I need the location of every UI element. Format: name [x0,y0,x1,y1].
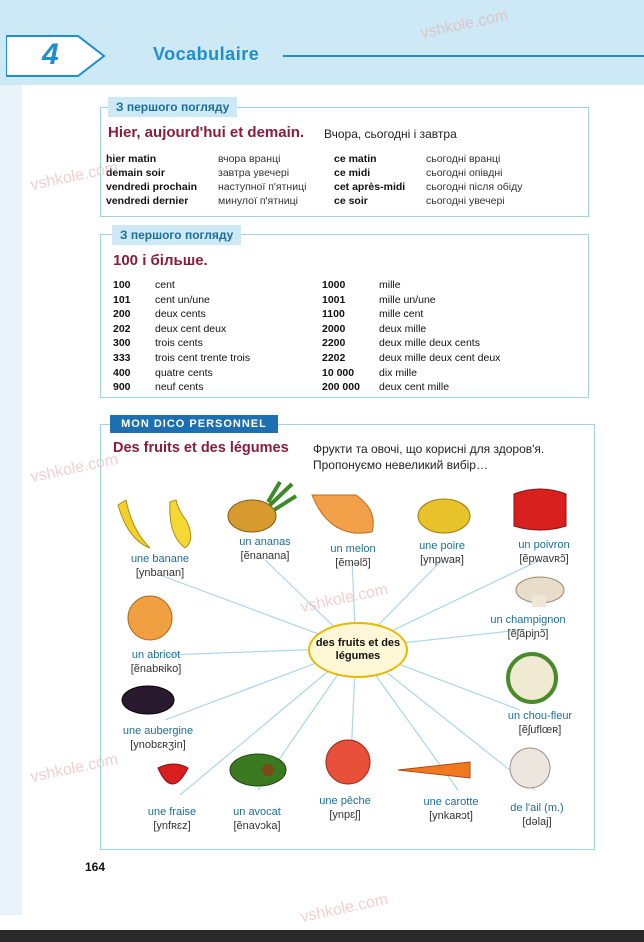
box1-cell: сьогодні після обіду [426,181,523,193]
box1-cell: сьогодні опівдні [426,167,503,179]
box2-cell: 1001 [322,293,346,306]
watermark: vshkole.com [29,158,120,195]
mushroom-icon [516,577,564,607]
box2-cell: deux mille deux cent deux [379,352,501,364]
dico-ipa: [dəlaj] [522,816,552,828]
pear-icon [418,499,470,533]
box1-subheading: Вчора, сьогодні і завтра [324,127,457,141]
dico-ipa: [ynpwaʀ] [420,554,464,566]
dico-ipa: [ynbanan] [135,567,185,579]
box1-cell: минулої п'ятниці [218,195,299,207]
dico-word: une poire [419,540,465,552]
aubergine-icon [122,686,174,714]
box2-cell: trois cent trente trois [155,352,251,364]
box2-cell: cent un/une [155,293,210,306]
dico-title: Des fruits et des légumes [113,440,289,456]
cauliflower-icon [508,654,556,702]
box2-cell: deux cents [155,308,206,321]
box1-tag: З першого погляду [108,97,237,117]
watermark: vshkole.com [29,450,120,487]
dico-word: un poivron [518,539,570,551]
dico-ipa: [ẽnabʀiko] [130,663,182,675]
dico-ipa: [ẽʃuflœʀ] [518,724,562,736]
pineapple-icon [228,482,296,532]
box2-cell: deux mille deux cents [379,337,480,350]
box2-cell: deux mille [379,322,427,335]
apricot-icon [128,596,172,640]
box2-cell: 202 [113,322,131,335]
box1-cell: ce matin [334,153,377,165]
box2-cell: 900 [113,381,131,394]
watermark: vshkole.com [29,750,120,787]
banana-icon [118,500,191,548]
dico-ipa: [ẽʃãpiɲɔ̃] [507,628,549,640]
box2-cell: mille [379,279,401,291]
box1-cell: cet après-midi [334,181,406,193]
melon-icon [312,495,373,533]
box1-cell: vendredi prochain [106,181,198,193]
box1-cell: сьогодні увечері [426,195,505,207]
box2-cell: 2200 [322,337,346,350]
dico-word: une banane [130,553,190,565]
watermark: vshkole.com [299,890,390,927]
watermark: vshkole.com [299,580,390,617]
dico-ipa: [ynkaʀɔt] [429,810,473,822]
dico-ipa: [ynobɛʀʒin] [130,739,186,751]
dico-ipa: [ẽmәlɔ̃] [335,557,371,569]
box2-cell: 2202 [322,352,346,364]
box1-cell: demain soir [106,167,165,179]
box2-cell: 400 [113,366,131,379]
box1-cell: сьогодні вранці [426,153,501,165]
dico-ipa: [ẽpwavʀɔ̃] [519,553,569,565]
box2-cell: 1000 [322,279,346,291]
box2-heading: 100 і більше. [113,252,208,269]
dico-ipa: [ẽnavɔka] [233,820,281,832]
box1-cell: ce midi [334,167,371,179]
box2-cell: deux cent deux [155,322,227,335]
pepper-icon [514,489,566,530]
dico-ipa: [ynpɛʃ] [329,809,361,821]
dico-word: une pêche [319,795,371,807]
box1-cell: vendredi dernier [106,195,189,207]
box2-cell: trois cents [155,337,203,350]
box2-cell: cent [155,279,175,291]
box2-cell: 1100 [322,308,345,321]
carrot-icon [398,762,470,778]
box1-cell: ce soir [334,195,368,207]
box2-cell: 10 000 [322,366,355,379]
garlic-icon [510,748,550,788]
dico-word: un abricot [131,649,181,661]
box1-cell: наступної п'ятниці [218,181,307,193]
dico-word: une fraise [147,806,197,818]
watermark: vshkole.com [419,6,510,43]
box2-cell: 200 [113,308,131,321]
box2-cell: 101 [113,293,131,306]
dico-word: de l'ail (m.) [510,802,564,814]
dico-tag: MON DICO PERSONNEL [110,415,278,433]
dico-word: un avocat [233,806,281,818]
dico-word: un melon [330,543,376,555]
center-oval: des fruits et des légumes [308,622,408,678]
dico-word: une aubergine [122,725,194,737]
box2-cell: 333 [113,352,131,364]
page-number: 164 [85,860,106,874]
dico-word: une carotte [423,796,479,808]
peach-icon [326,740,370,784]
box2-cell: 100 [113,279,131,291]
box2-cell: 300 [113,337,131,350]
dico-intro-line1: Фрукти та овочі, що корисні для здоров'я. [313,442,545,456]
box2-cell: neuf cents [155,381,204,394]
dico-ipa: [ynfʀɛz] [153,820,191,832]
section-title: Vocabulaire [153,44,260,64]
box2-cell: mille cent [379,308,424,321]
box2-cell: mille un/une [379,293,436,306]
box2-cell: 2000 [322,322,346,335]
box1-cell: вчора вранці [218,153,281,165]
box1-heading: Hier, aujourd'hui et demain. [108,124,305,141]
box2-cell: quatre cents [155,366,213,379]
chapter-number: 4 [42,38,59,71]
dico-intro-line2: Пропонуємо невеликий вибір… [313,458,488,472]
strawberry-icon [158,764,188,784]
avocado-icon [230,754,286,786]
dico-word: un chou-fleur [507,710,573,722]
box2-cell: dix mille [379,366,417,379]
box2-cell: 200 000 [322,381,360,394]
dico-word: un ananas [239,536,291,548]
dico-word: un champignon [490,614,566,626]
box1-cell: hier matin [106,153,157,165]
box2-tag: З першого погляду [112,225,241,245]
dico-ipa: [ẽnanana] [240,550,290,562]
box1-cell: завтра увечері [218,167,290,179]
box2-cell: deux cent mille [379,381,450,394]
